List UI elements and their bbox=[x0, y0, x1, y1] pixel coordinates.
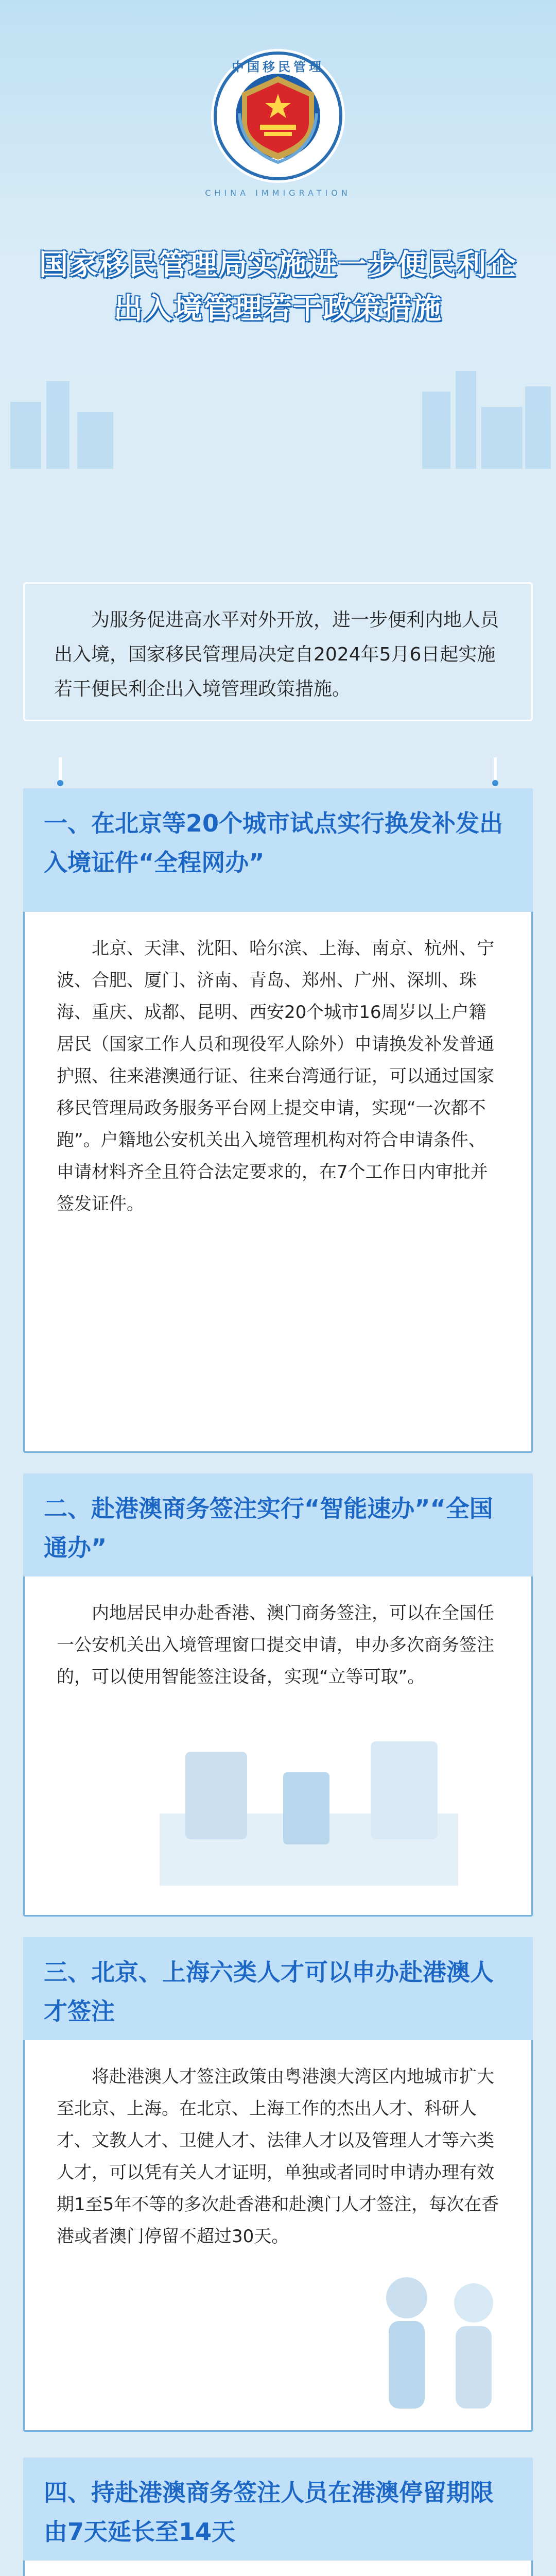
connector-chain-right bbox=[492, 757, 499, 786]
connector-chain-left bbox=[57, 757, 64, 786]
section-3-body: 将赴港澳人才签注政策由粤港澳大湾区内地城市扩大至北京、上海。在北京、上海工作的杰出人才、科研人才、文教人才、卫健人才、法律人才以及管理人才等六类人才，可以凭有关人才证明，单独或者同时申请办理有效期1至5年不等的多次赴香港和赴澳门人才签注，每次在香港或者澳门停留不超过30天。 bbox=[57, 2066, 499, 2247]
emblem-english-text: CHINA IMMIGRATION bbox=[205, 188, 351, 198]
section-4-title: 四、持赴港澳商务签注人员在港澳停留期限由7天延长至14天 bbox=[23, 2458, 533, 2561]
intro-text: 为服务促进高水平对外开放，进一步便利内地人员出入境，国家移民管理局决定自2024年5月6日起实施若干便民利企出入境管理政策措施。 bbox=[54, 609, 499, 700]
talent-figures-illustration bbox=[360, 2257, 525, 2421]
section-2-title: 二、赴港澳商务签注实行“智能速办”“全国通办” bbox=[23, 1473, 533, 1577]
section-3-title: 三、北京、上海六类人才可以申办赴港澳人才签注 bbox=[23, 1937, 533, 2040]
section-1-title: 一、在北京等20个城市试点实行换发补发出入境证件“全程网办” bbox=[23, 788, 533, 912]
headline-line-1: 国家移民管理局实施进一步便民利企 bbox=[39, 248, 517, 282]
headline-line-2: 出入境管理若干政策措施 bbox=[114, 292, 442, 326]
immigration-counter-illustration bbox=[154, 1721, 463, 1891]
section-1-body: 北京、天津、沈阳、哈尔滨、上海、南京、杭州、宁波、合肥、厦门、济南、青岛、郑州、广州、深圳、珠海、重庆、成都、昆明、西安20个城市16周岁以上户籍居民（国家工作人员和现役军人除外）申请换发补发普通护照、往来港澳通行证、往来台湾通行证，可以通过国家移民管理局政务服务平台网上提交申请，实现“一次都不跑”。户籍地公安机关出入境管理机构对符合申请条件、申请材料齐全且符合法定要求的，在7个工作日内审批并签发证件。 bbox=[57, 938, 494, 1214]
section-2-body: 内地居民申办赴香港、澳门商务签注，可以在全国任一公安机关出入境管理窗口提交申请，申办多次商务签注的，可以使用智能签注设备，实现“立等可取”。 bbox=[57, 1603, 494, 1687]
emblem-arc-text: 中国移民管理 bbox=[232, 60, 324, 74]
city-skyline-illustration bbox=[0, 340, 556, 469]
